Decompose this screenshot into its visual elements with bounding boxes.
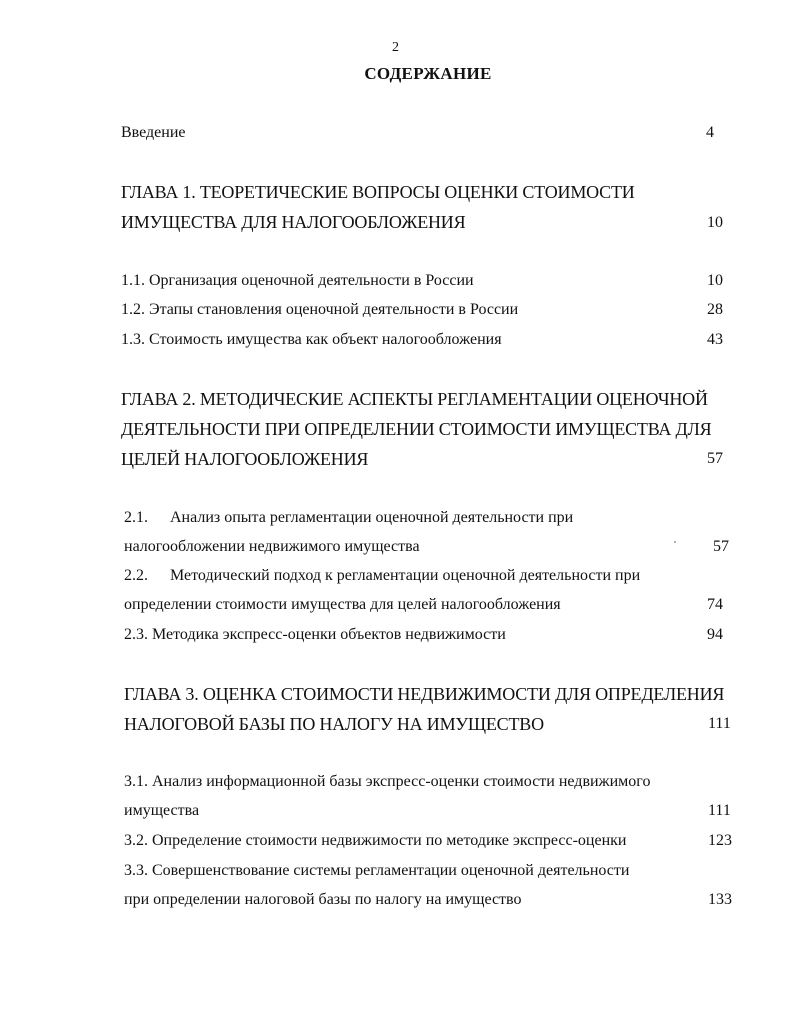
section-1-3-page: 43 xyxy=(707,331,723,348)
section-2-1-title-line-1: Анализ опыта регламентации оценочной деятельности при xyxy=(170,509,574,526)
chapter-2-page: 57 xyxy=(707,450,723,467)
scan-speck xyxy=(674,541,676,543)
toc-title: СОДЕРЖАНИЕ xyxy=(364,64,492,83)
page-number: 2 xyxy=(392,40,399,55)
section-3-1-page: 111 xyxy=(708,802,731,819)
section-2-2-title-line-2: определении стоимости имущества для целей налогообложения xyxy=(124,596,561,613)
section-3-3-page: 133 xyxy=(708,891,732,908)
section-1-1-title: 1.1. Организация оценочной деятельности в России xyxy=(121,272,474,289)
chapter-1-title-line-2: ИМУЩЕСТВА ДЛЯ НАЛОГООБЛОЖЕНИЯ xyxy=(121,212,466,232)
chapter-2-title-line-1: ГЛАВА 2. МЕТОДИЧЕСКИЕ АСПЕКТЫ РЕГЛАМЕНТАЦИИ ОЦЕНОЧНОЙ xyxy=(121,389,708,409)
chapter-2-title-line-3: ЦЕЛЕЙ НАЛОГООБЛОЖЕНИЯ xyxy=(121,449,369,469)
section-2-3-page: 94 xyxy=(707,626,723,643)
section-1-3-title: 1.3. Стоимость имущества как объект налогообложения xyxy=(121,331,502,348)
section-3-1-title-line-1: 3.1. Анализ информационной базы экспресс-оценки стоимости недвижимого xyxy=(124,773,651,790)
chapter-3-title-line-2: НАЛОГОВОЙ БАЗЫ ПО НАЛОГУ НА ИМУЩЕСТВО xyxy=(124,714,544,734)
chapter-3-page: 111 xyxy=(708,715,731,732)
section-1-1-page: 10 xyxy=(707,272,723,289)
chapter-1-title-line-1: ГЛАВА 1. ТЕОРЕТИЧЕСКИЕ ВОПРОСЫ ОЦЕНКИ СТОИМОСТИ xyxy=(121,182,635,202)
toc-intro-label: Введение xyxy=(121,124,186,141)
chapter-3-title-line-1: ГЛАВА 3. ОЦЕНКА СТОИМОСТИ НЕДВИЖИМОСТИ ДЛЯ ОПРЕДЕЛЕНИЯ xyxy=(124,684,725,704)
section-2-2-number: 2.2. xyxy=(124,567,148,584)
section-2-1-page: 57 xyxy=(713,538,729,555)
section-2-1-title-line-2: налогообложении недвижимого имущества xyxy=(124,538,420,555)
section-3-3-title-line-2: при определении налоговой базы по налогу на имущество xyxy=(124,891,522,908)
section-2-2-title-line-1: Методический подход к регламентации оценочной деятельности при xyxy=(170,567,641,584)
section-3-3-title-line-1: 3.3. Совершенствование системы регламентации оценочной деятельности xyxy=(124,862,630,879)
section-3-2-page: 123 xyxy=(708,832,732,849)
section-2-3-title: 2.3. Методика экспресс-оценки объектов недвижимости xyxy=(124,626,506,643)
section-3-2-title: 3.2. Определение стоимости недвижимости по методике экспресс-оценки xyxy=(124,832,627,849)
chapter-1-page: 10 xyxy=(707,214,723,231)
section-3-1-title-line-2: имущества xyxy=(124,802,200,819)
toc-intro-page: 4 xyxy=(706,124,714,141)
section-2-2-page: 74 xyxy=(707,596,723,613)
section-1-2-title: 1.2. Этапы становления оценочной деятельности в России xyxy=(121,301,519,318)
chapter-2-title-line-2: ДЕЯТЕЛЬНОСТИ ПРИ ОПРЕДЕЛЕНИИ СТОИМОСТИ ИМУЩЕСТВА ДЛЯ xyxy=(121,419,712,439)
section-2-1-number: 2.1. xyxy=(124,509,148,526)
section-1-2-page: 28 xyxy=(707,301,723,318)
